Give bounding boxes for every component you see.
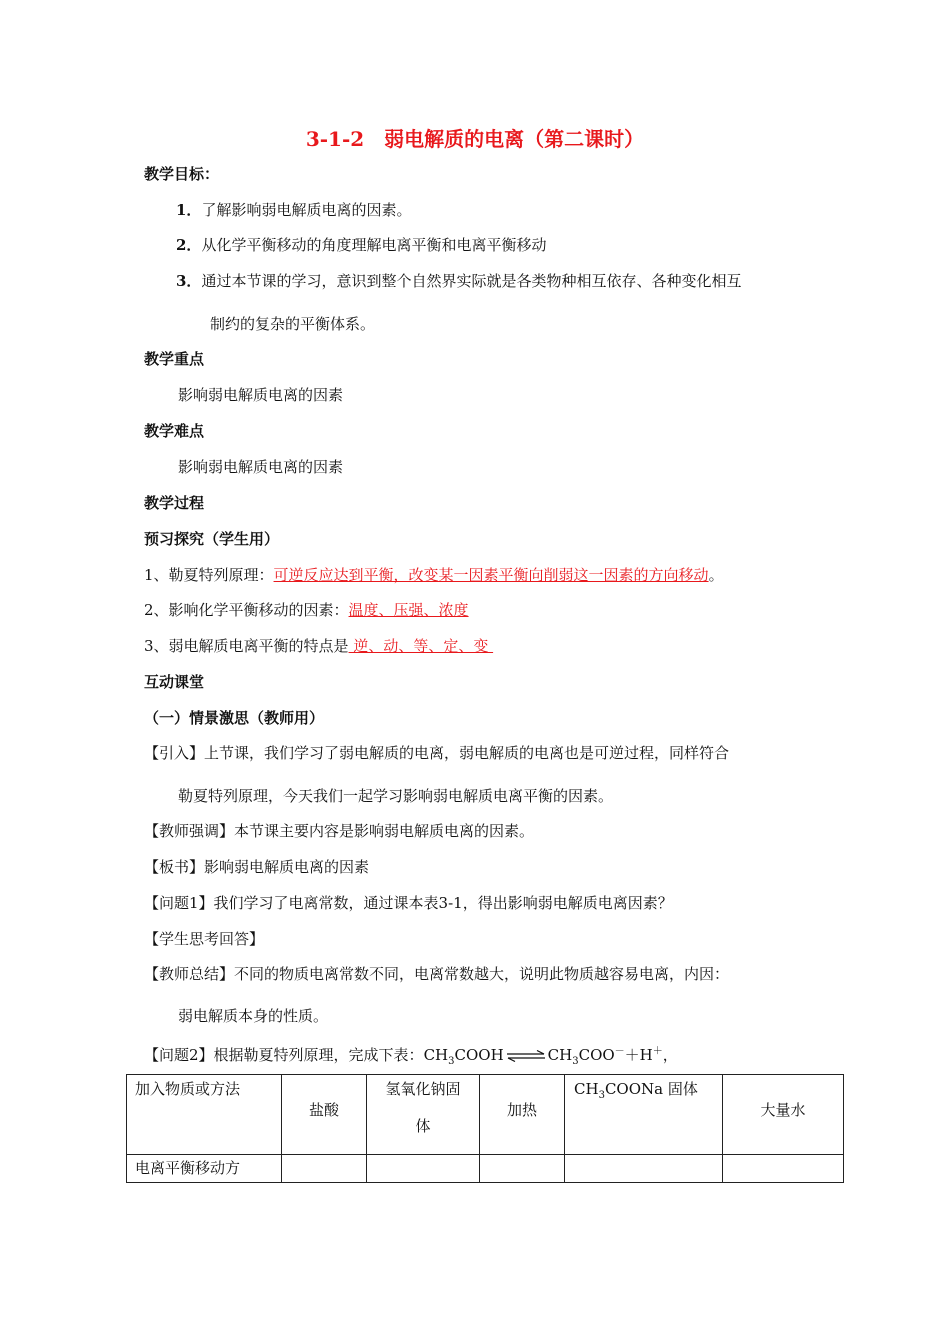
table-row	[127, 1155, 844, 1183]
equilibrium-shift-table	[126, 1074, 844, 1183]
teacher-summary-continued: 弱电解质本身的性质。	[178, 1007, 329, 1025]
table-cell-hcl: 盐酸	[282, 1075, 367, 1155]
section-tag: 【教师总结】	[144, 965, 235, 983]
formula-superscript: －	[614, 1046, 625, 1057]
paragraph-text: 根据勒夏特列原理，完成下表：	[213, 1046, 424, 1064]
formula-part: CH	[423, 1046, 449, 1064]
teacher-emphasis	[144, 821, 534, 841]
objective-number: 1．	[176, 201, 202, 219]
table-row-header: 电离平衡移动方	[127, 1155, 282, 1183]
intro-paragraph-continued: 勒夏特列原理，今天我们一起学习影响弱电解质电离平衡的因素。	[178, 787, 614, 805]
student-answer-tag: 【学生思考回答】	[144, 930, 265, 948]
formula-subscript: 3	[598, 1090, 605, 1101]
question-1	[144, 893, 673, 913]
formula-part: CH	[547, 1046, 573, 1064]
formula-part: ＋H	[624, 1046, 653, 1064]
formula-part: COONa 固体	[604, 1080, 698, 1098]
process-heading: 教学过程	[144, 494, 205, 512]
formula-part: COO	[578, 1046, 615, 1064]
key-point-text: 影响弱电解质电离的因素	[178, 386, 344, 404]
cell-line: 体	[415, 1117, 431, 1135]
section-tag: 【教师强调】	[144, 822, 235, 840]
difficulty-heading: 教学难点	[144, 422, 205, 440]
objective-text: 了解影响弱电解质电离的因素。	[201, 201, 412, 219]
section-tag: 【引入】	[144, 744, 205, 762]
objective-number: 2．	[176, 236, 202, 254]
table-cell-naoh	[367, 1075, 480, 1155]
answer-text: 可逆反应达到平衡，改变某一因素平衡向削弱这一因素的方向移动	[273, 566, 709, 584]
question-label: 3、弱电解质电离平衡的特点是	[144, 637, 349, 655]
objective-number: 3．	[176, 272, 202, 290]
objective-2	[176, 235, 546, 255]
key-point-heading: 教学重点	[144, 350, 205, 368]
difficulty-text: 影响弱电解质电离的因素	[178, 458, 344, 476]
formula-superscript: ＋	[652, 1046, 663, 1057]
preview-heading: 预习探究（学生用）	[144, 530, 280, 548]
paragraph-text: 上节课，我们学习了弱电解质的电离，弱电解质的电离也是可逆过程，同样符合	[204, 744, 730, 762]
intro-paragraph	[144, 743, 729, 763]
section-tag: 【板书】	[144, 858, 205, 876]
formula-part: CH	[574, 1080, 599, 1098]
objectives-heading: 教学目标：	[144, 165, 220, 183]
question-label: 1、勒夏特列原理：	[144, 566, 274, 584]
objective-text: 通过本节课的学习，意识到整个自然界实际就是各类物种相互依存、各种变化相互	[201, 272, 742, 290]
paragraph-text: 我们学习了电离常数，通过课本表3-1，得出影响弱电解质电离因素？	[213, 894, 673, 912]
equation-right	[547, 1046, 663, 1067]
objective-3-continued: 制约的复杂的平衡体系。	[210, 315, 376, 333]
formula-subscript: 3	[448, 1056, 455, 1067]
table-row-header: 加入物质或方法	[127, 1075, 282, 1155]
objective-text: 从化学平衡移动的角度理解电离平衡和电离平衡移动	[201, 236, 547, 254]
paragraph-text: 影响弱电解质电离的因素	[204, 858, 370, 876]
end-punct: ，	[662, 1046, 678, 1064]
table-cell-empty	[282, 1155, 367, 1183]
paragraph-text: 不同的物质电离常数不同，电离常数越大，说明此物质越容易电离，内因：	[234, 965, 730, 983]
equation-left	[423, 1046, 504, 1067]
formula-subscript: 3	[572, 1056, 579, 1067]
scenario-heading: （一）情景激思（教师用）	[144, 709, 325, 727]
formula-part: COOH	[454, 1046, 504, 1064]
preview-question-3	[144, 636, 493, 656]
table-cell-empty	[480, 1155, 565, 1183]
page-title: 3-1-2 弱电解质的电离（第二课时）	[305, 127, 645, 151]
table-row	[127, 1075, 844, 1155]
teacher-summary	[144, 964, 729, 984]
objective-1	[176, 200, 411, 220]
answer-text: 温度、压强、浓度	[348, 601, 469, 619]
table-cell-empty	[723, 1155, 844, 1183]
paragraph-text: 本节课主要内容是影响弱电解质电离的因素。	[234, 822, 535, 840]
question-2	[144, 1042, 678, 1072]
table-cell-water: 大量水	[723, 1075, 844, 1155]
equilibrium-arrow-icon	[506, 1050, 546, 1062]
table-cell-empty	[367, 1155, 480, 1183]
table-cell-empty	[565, 1155, 723, 1183]
objective-3	[176, 271, 741, 291]
section-tag: 【问题1】	[144, 894, 214, 912]
preview-question-2	[144, 600, 469, 620]
cell-line: 氢氧化钠固	[385, 1080, 461, 1098]
answer-text: 逆、动、等、定、变	[348, 637, 494, 655]
table-cell-heat: 加热	[480, 1075, 565, 1155]
section-tag: 【问题2】	[144, 1046, 214, 1064]
table-cell-ch3coona	[565, 1075, 723, 1155]
interactive-heading: 互动课堂	[144, 673, 205, 691]
end-punct: 。	[708, 566, 724, 584]
preview-question-1	[144, 565, 724, 585]
blackboard-note	[144, 857, 369, 877]
question-label: 2、影响化学平衡移动的因素：	[144, 601, 349, 619]
